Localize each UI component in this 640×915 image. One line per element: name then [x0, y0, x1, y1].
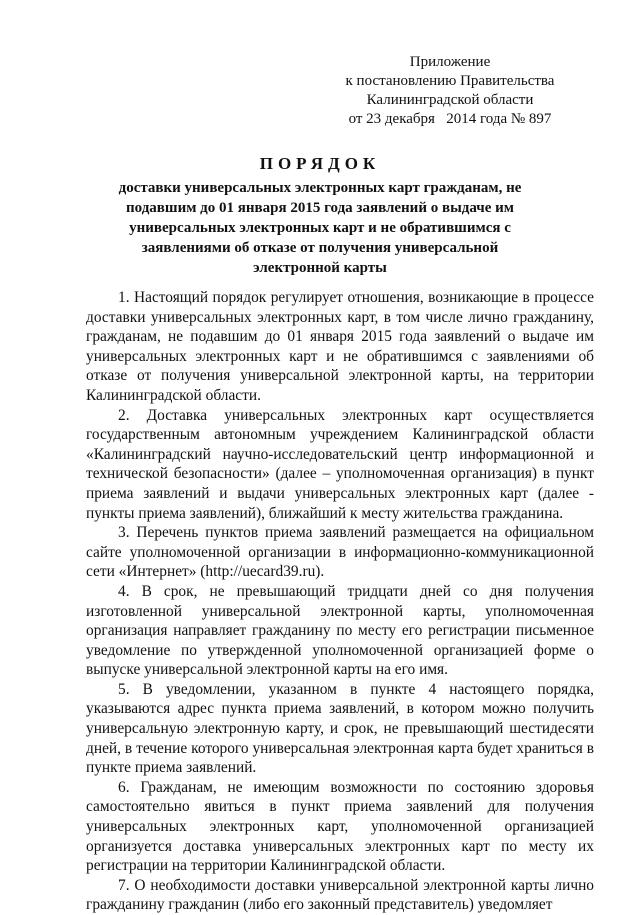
paragraph-1: 1. Настоящий порядок регулирует отношения, возникающие в процессе доставки универсальных электронных карт, в том числе лично гражданину, гражданам, не подавшим до 01 января 2015 года заявлений о выдаче им универсальных электронных карт и не обратившимся с заявлениями об отказе от получения универсальной электронной карты, на территории Калининградской области. [86, 289, 594, 404]
annex-label: Приложение [409, 54, 491, 70]
document-body [86, 288, 594, 915]
annex-number: 897 [528, 111, 552, 127]
annex-header [300, 53, 600, 129]
annex-date-line [300, 110, 600, 129]
annex-number-sign: № [510, 111, 526, 127]
annex-resolution: к постановлению Правительства [345, 73, 555, 89]
annex-month: декабря [384, 111, 435, 127]
annex-year: 2014 года [446, 111, 508, 127]
paragraph-3: 3. Перечень пунктов приема заявлений размещается на официальном сайте уполномоченной организации в информационно-коммуникационной сети «Интернет» (http://uecard39.ru). [86, 524, 594, 581]
paragraph-6: 6. Гражданам, не имеющим возможности по состоянию здоровья самостоятельно явиться в пункт приема заявлений для получения универсальных электронных карт, уполномоченной организацией организуется доставка универсальных электронных карт по месту их регистрации на территории Калининградской области. [86, 778, 594, 875]
document-title: ПОРЯДОК [259, 154, 381, 173]
annex-day: 23 [366, 111, 382, 127]
paragraph-5: 5. В уведомлении, указанном в пункте 4 настоящего порядка, указываются адрес пункта приема заявлений, в котором можно получить универсальную электронную карту, и срок, не превышающий шестидесяти дней, в течение которого универсальная электронная карта будет храниться в пункте приема заявлений. [86, 680, 594, 777]
paragraph-7: 7. О необходимости доставки универсальной электронной карты лично гражданину гражданин (либо его законный представитель) уведомляет [86, 876, 594, 914]
annex-date-prefix: от [348, 111, 363, 127]
annex-region: Калининградской области [366, 92, 534, 108]
document-subtitle: доставки универсальных электронных карт гражданам, не подавшим до 01 января 2015 года заявлений о выдаче им универсальных электронных карт и не обратившимся с заявлениями об отказе от получения универсальной электронной карты [118, 180, 522, 276]
paragraph-4: 4. В срок, не превышающий тридцати дней со дня получения изготовленной универсальной электронной карты, уполномоченная организация направляет гражданину по месту его регистрации письменное уведомление по утвержденной уполномоченной организацией форме о выпуске универсальной электронной карты на его имя. [86, 582, 594, 679]
paragraph-2: 2. Доставка универсальных электронных карт осуществляется государственным автономным учреждением Калининградской области «Калининградский научно-исследовательский центр информационной и технической безопасности» (далее – уполномоченная организация) в пункт приема заявлений и выдачи универсальных электронных карт (далее - пункты приема заявлений), ближайший к месту жительства гражданина. [86, 406, 594, 522]
